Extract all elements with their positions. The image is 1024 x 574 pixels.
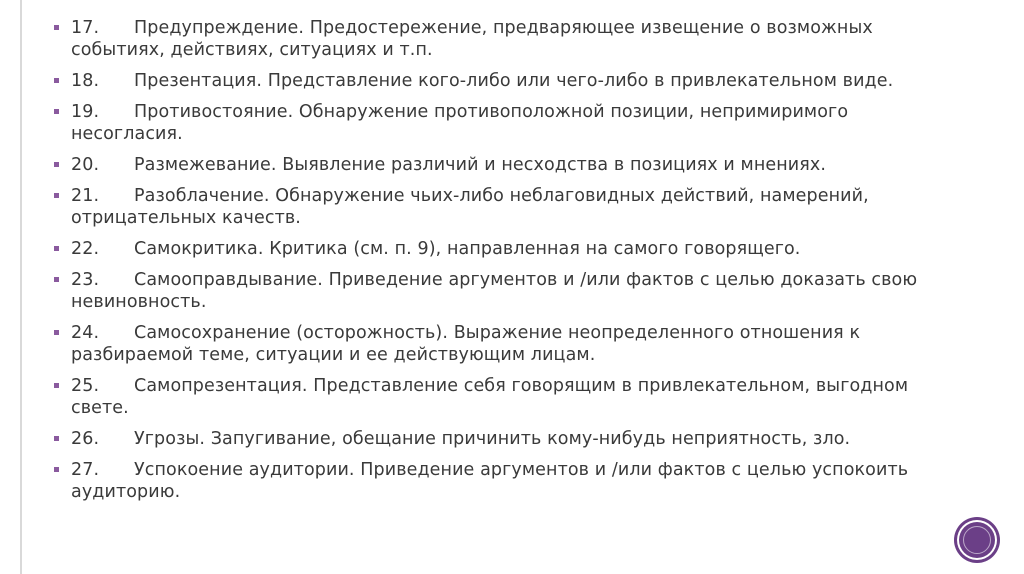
list-item	[54, 428, 954, 450]
item-number: 21.	[71, 186, 100, 206]
item-text: Самосохранение (осторожность). Выражение неопределенного отношения к разбираемой теме, ситуации и ее действующим лицам.	[71, 323, 861, 365]
list-item	[54, 101, 954, 145]
item-number: 20.	[71, 155, 100, 175]
item-number: 18.	[71, 71, 100, 91]
list-item	[54, 459, 954, 503]
square-bullet-icon	[54, 436, 59, 441]
item-text: Размежевание. Выявление различий и несходства в позициях и мнениях.	[134, 155, 827, 175]
square-bullet-icon	[54, 467, 59, 472]
list-item	[54, 269, 954, 313]
item-number: 22.	[71, 239, 100, 259]
item-text: Противостояние. Обнаружение противоположной позиции, непримиримого несогласия.	[71, 102, 849, 144]
item-number: 19.	[71, 102, 100, 122]
circle-badge-icon	[957, 520, 997, 560]
item-text: Успокоение аудитории. Приведение аргументов и /или фактов с целью успокоить аудиторию.	[71, 460, 909, 502]
square-bullet-icon	[54, 277, 59, 282]
list-item	[54, 185, 954, 229]
definitions-list	[54, 17, 954, 512]
square-bullet-icon	[54, 383, 59, 388]
item-text: Самопрезентация. Представление себя говорящим в привлекательном, выгодном свете.	[71, 376, 909, 418]
item-number: 25.	[71, 376, 100, 396]
item-text: Самокритика. Критика (см. п. 9), направленная на самого говорящего.	[134, 239, 801, 259]
badge-inner-ring	[963, 526, 991, 554]
item-text: Самооправдывание. Приведение аргументов и /или фактов с целью доказать свою невиновность.	[71, 270, 918, 312]
square-bullet-icon	[54, 109, 59, 114]
list-item	[54, 154, 954, 176]
square-bullet-icon	[54, 330, 59, 335]
item-number: 17.	[71, 18, 100, 38]
item-text: Разоблачение. Обнаружение чьих-либо неблаговидных действий, намерений, отрицательных качеств.	[71, 186, 869, 228]
square-bullet-icon	[54, 78, 59, 83]
square-bullet-icon	[54, 162, 59, 167]
list-item	[54, 322, 954, 366]
item-text: Угрозы. Запугивание, обещание причинить кому-нибудь неприятность, зло.	[134, 429, 851, 449]
square-bullet-icon	[54, 25, 59, 30]
item-number: 23.	[71, 270, 100, 290]
item-text: Презентация. Представление кого-либо или чего-либо в привлекательном виде.	[134, 71, 894, 91]
list-item	[54, 238, 954, 260]
item-number: 27.	[71, 460, 100, 480]
item-text: Предупреждение. Предостережение, предваряющее извещение о возможных событиях, действиях, ситуациях и т.п.	[71, 18, 873, 60]
list-item	[54, 17, 954, 61]
left-divider-line	[20, 0, 22, 574]
square-bullet-icon	[54, 246, 59, 251]
list-item	[54, 375, 954, 419]
item-number: 24.	[71, 323, 100, 343]
square-bullet-icon	[54, 193, 59, 198]
list-item	[54, 70, 954, 92]
item-number: 26.	[71, 429, 100, 449]
